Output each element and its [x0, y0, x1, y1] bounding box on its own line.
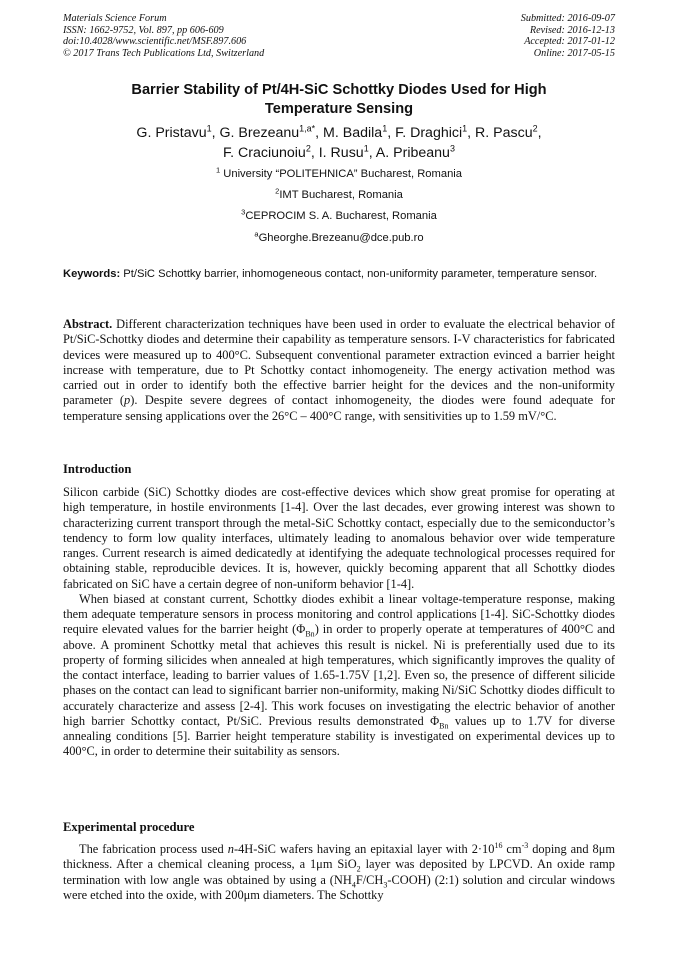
subscript: 3: [383, 879, 388, 889]
abstract: [63, 317, 615, 424]
author-name: , M. Badila: [315, 125, 383, 141]
author-name: , G. Brezeanu: [211, 125, 300, 141]
author-affil-mark: 3: [449, 143, 455, 154]
affiliation-mark: 3: [241, 207, 246, 217]
author-affil-mark: 1: [363, 143, 369, 154]
author-separator: ,: [537, 125, 542, 141]
publication-dates: [521, 13, 615, 59]
italic-symbol: n: [227, 842, 234, 856]
affiliation-text: University “POLITEHNICA” Bucharest, Romania: [220, 168, 462, 180]
superscript: -3: [521, 840, 529, 850]
paragraph-text: layer was deposited by LPCVD. An oxide ramp termination with low angle was obtained by using a (NH: [63, 857, 616, 887]
title-line-2: Temperature Sensing: [264, 100, 414, 117]
author-name: , R. Pascu: [467, 125, 533, 141]
abstract-text: Different characterization techniques have been used in order to evaluate the electrical behavior of Pt/SiC-Schottky diodes and determine their capability as temperature sensors. I-V characteristics for fabricated devices were measured up to 400°C. Subsequent conventional parameter extraction evinced a barrier height increase with temperature, due to Pt Schottky contact inhomogeneity. The energy activation method was carried out in order to identify both the effective barrier height for the devices and the non-uniformity parameter (: [63, 317, 615, 408]
date-accepted: Accepted: 2017-01-12: [524, 36, 615, 48]
author-name: F. Craciunoiu: [223, 145, 306, 161]
date-revised: Revised: 2016-12-13: [529, 24, 615, 36]
author-affil-mark: 2: [532, 123, 538, 134]
paragraph-text: -4H-SiC wafers having an epitaxial layer with 2·10: [233, 842, 495, 856]
author-line-2: [63, 143, 615, 163]
author-name: , I. Rusu: [310, 145, 364, 161]
paragraph-text: F/CH: [355, 872, 384, 887]
date-online: Online: 2017-05-15: [533, 47, 615, 59]
paragraph-text: -COOH) (2:1) solution and circular windows were etched into the oxide, with 200μm diameters. The Schottky: [63, 872, 615, 902]
paragraph-text: When biased at constant current, Schottky diodes exhibit a linear voltage-temperature response, making them adequate temperature sensors in process monitoring and control applications [1-4]. SiC-Schottky diodes require elevated values for the barrier height (Φ: [63, 591, 615, 637]
paragraph-text: doping and 8μm thickness. After a chemical cleaning process, a 1μm SiO: [63, 842, 615, 872]
author-affil-mark: 1: [206, 123, 212, 134]
author-name: , A. Pribeanu: [368, 145, 450, 161]
keywords: [63, 268, 615, 282]
journal-name: Materials Science Forum: [63, 13, 167, 24]
corresponding-email: [63, 229, 615, 245]
affiliation-text: IMT Bucharest, Romania: [279, 189, 403, 201]
date-submitted: Submitted: 2016-09-07: [520, 13, 615, 24]
keywords-text: Pt/SiC Schottky barrier, inhomogeneous contact, non-uniformity parameter, temperature sensor.: [120, 268, 598, 280]
superscript: 16: [494, 840, 503, 850]
author-affil-mark: 1,a*: [299, 123, 316, 134]
subscript: Bn: [439, 721, 449, 731]
affiliation-1: [63, 165, 615, 181]
affiliation-mark: a: [254, 229, 259, 239]
author-name: , F. Draghici: [387, 125, 463, 141]
title-line-1: Barrier Stability of Pt/4H-SiC Schottky Diodes Used for High: [131, 82, 547, 98]
author-name: G. Pristavu: [136, 125, 207, 141]
author-list: [63, 123, 615, 163]
journal-issn: ISSN: 1662-9752, Vol. 897, pp 606-609: [63, 24, 224, 36]
journal-info: [63, 13, 264, 59]
author-affil-mark: 1: [382, 123, 388, 134]
experimental-heading: Experimental procedure: [63, 820, 195, 834]
affiliation-2: [63, 186, 615, 202]
journal-copyright: © 2017 Trans Tech Publications Ltd, Switzerland: [63, 47, 265, 59]
author-affil-mark: 2: [305, 143, 311, 154]
paragraph-text: cm: [502, 842, 522, 856]
abstract-text: ). Despite severe degrees of contact inhomogeneity, the diodes were found adequate for temperature sensing applications over the 26°C – 400°C range, with sensitivities up to 1.59 mV/°C.: [63, 393, 615, 423]
subscript: Bn: [305, 629, 315, 639]
affiliation-text: CEPROCIM S. A. Bucharest, Romania: [245, 210, 437, 222]
experimental-body: [63, 842, 615, 903]
introduction-heading: Introduction: [63, 462, 132, 476]
keywords-label: Keywords:: [63, 268, 121, 280]
affiliation-3: [63, 207, 615, 223]
paragraph-text: values up to 1.7V for diverse annealing conditions [5]. Barrier height temperature stability is investigated on experimental devices up to 400°C, in order to determine their suitability as sensors.: [63, 713, 615, 759]
paragraph-text: The fabrication process used: [79, 842, 228, 856]
introduction-paragraph-1: Silicon carbide (SiC) Schottky diodes are cost-effective devices which show great promise for operating at high temperature, in hostile environments [1-4]. Over the last decades, ever growing interest was shown to characterizing current transport through the metal-SiC Schottky contact, especially due to the semiconductor’s tendency to form low quality interfaces, ultimately leading to anomalous behavior over wide temperature ranges. Current research is aimed dedicatedly at identifying the adequate technological processes required for obtaining stable, reproducible devices. It is, however, quickly becoming apparent that all Schottky diodes fabricated on SiC have a certain degree of non-uniform behavior [1-4].: [63, 485, 615, 591]
author-affil-mark: 1: [462, 123, 468, 134]
subscript: 4: [351, 879, 356, 889]
affiliation-mark: 1: [215, 165, 221, 175]
author-line-1: [63, 123, 615, 143]
subscript: 2: [356, 864, 361, 874]
introduction-paragraph-2: [63, 592, 615, 760]
paragraph-text: ) in order to properly operate at temperatures of 400°C and above. A prominent Schottky metal that achieves this result is nickel. Ni is preferentially used due to its property of forming silicides when annealed at high temperatures, which significantly improves the quality of the contact interface, leading to barrier values of 1.65-1.75V [1,2]. Even so, the presence of different silicide phases on the contact can lead to significant barrier non-uniformity, making Ni/SiC Schottky diodes difficult to accurately characterize and assess [2-4]. This work focuses on investigating the electric behavior of another high barrier Schottky contact, Pt/SiC. Previous results demonstrated Φ: [63, 622, 615, 728]
email-text: Gheorghe.Brezeanu@dce.pub.ro: [258, 232, 424, 244]
experimental-paragraph-1: [63, 842, 615, 903]
abstract-label: Abstract.: [63, 317, 113, 331]
affiliation-mark: 2: [275, 186, 280, 196]
abstract-symbol: p: [124, 393, 131, 408]
introduction-body: [63, 485, 615, 760]
journal-doi: doi:10.4028/www.scientific.net/MSF.897.606: [63, 36, 247, 48]
paper-title: [63, 81, 615, 118]
